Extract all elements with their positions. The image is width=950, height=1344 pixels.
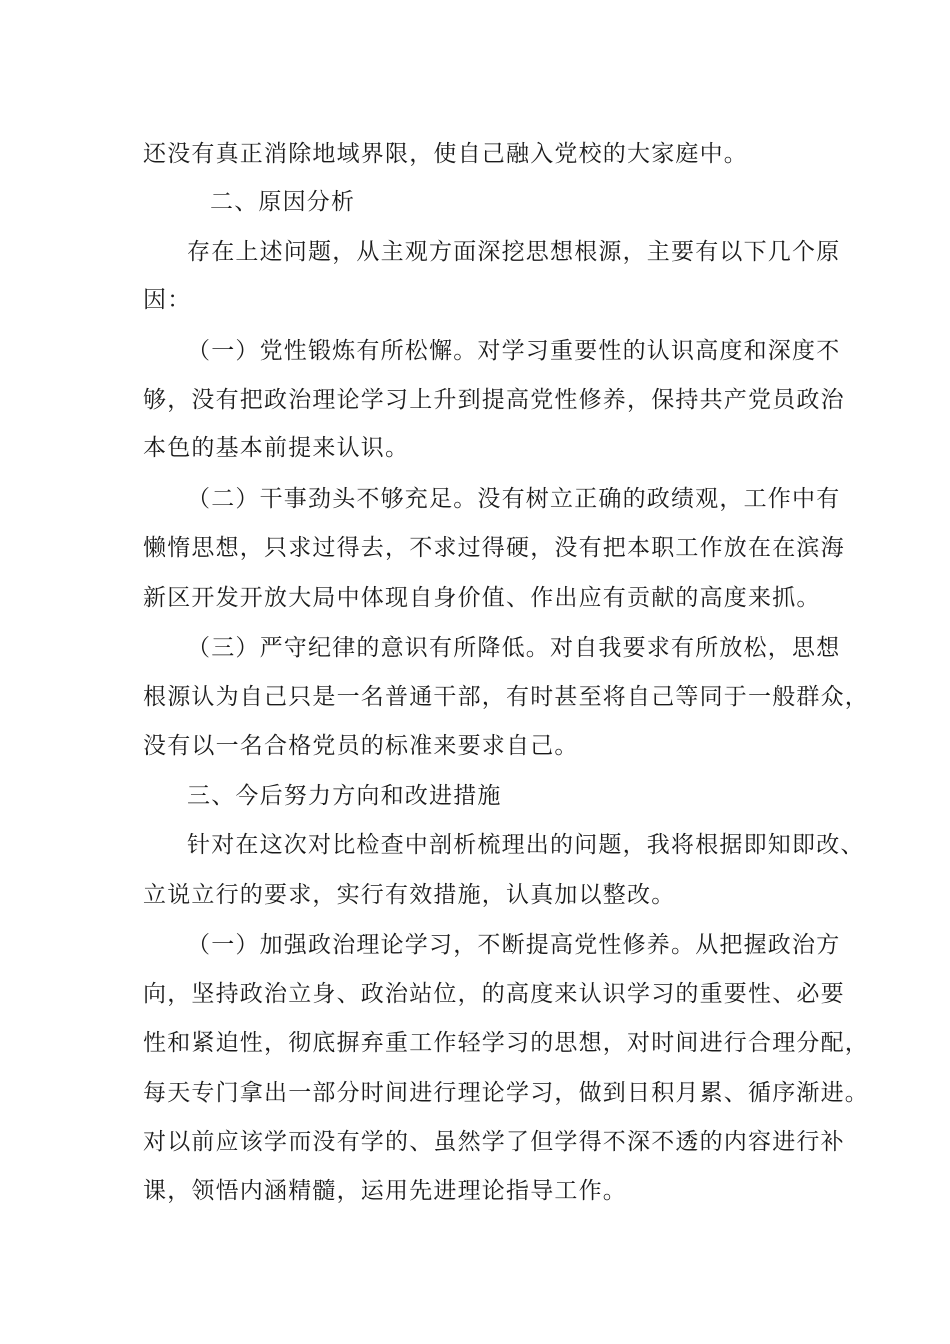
paragraph-line: （一）党性锻炼有所松懈。对学习重要性的认识高度和深度不 xyxy=(187,338,841,364)
paragraph-line: 因： xyxy=(143,287,192,313)
section-heading: 三、今后努力方向和改进措施 xyxy=(187,783,502,809)
paragraph-line: 懒惰思想，只求过得去，不求过得硬，没有把本职工作放在在滨海 xyxy=(143,535,845,561)
paragraph-line: （二）干事劲头不够充足。没有树立正确的政绩观，工作中有 xyxy=(187,486,841,512)
paragraph-line: （三）严守纪律的意识有所降低。对自我要求有所放松，思想 xyxy=(187,635,841,661)
paragraph-line: 没有以一名合格党员的标准来要求自己。 xyxy=(143,733,579,759)
paragraph-line: 存在上述问题，从主观方面深挖思想根源，主要有以下几个原 xyxy=(187,239,841,265)
paragraph-line: （一）加强政治理论学习，不断提高党性修养。从把握政治方 xyxy=(187,932,841,958)
section-heading: 二、原因分析 xyxy=(210,189,356,215)
paragraph-line: 向，坚持政治立身、政治站位，的高度来认识学习的重要性、必要 xyxy=(143,981,845,1007)
paragraph-line: 每天专门拿出一部分时间进行理论学习，做到日积月累、循序渐进。 xyxy=(143,1080,869,1106)
paragraph-line: 本色的基本前提来认识。 xyxy=(143,435,410,461)
paragraph-line: 新区开发开放大局中体现自身价值、作出应有贡献的高度来抓。 xyxy=(143,585,821,611)
paragraph-line: 针对在这次对比检查中剖析梳理出的问题，我将根据即知即改、 xyxy=(187,832,865,858)
paragraph-line: 性和紧迫性，彻底摒弃重工作轻学习的思想，对时间进行合理分配， xyxy=(143,1030,869,1056)
paragraph-line: 立说立行的要求，实行有效措施，认真加以整改。 xyxy=(143,882,676,908)
paragraph-line: 够，没有把政治理论学习上升到提高党性修养，保持共产党员政治 xyxy=(143,387,845,413)
paragraph-line: 课，领悟内涵精髓，运用先进理论指导工作。 xyxy=(143,1178,627,1204)
paragraph-line: 对以前应该学而没有学的、虽然学了但学得不深不透的内容进行补 xyxy=(143,1129,845,1155)
paragraph-line: 还没有真正消除地域界限，使自己融入党校的大家庭中。 xyxy=(143,141,748,167)
paragraph-line: 根源认为自己只是一名普通干部，有时甚至将自己等同于一般群众， xyxy=(143,684,869,710)
